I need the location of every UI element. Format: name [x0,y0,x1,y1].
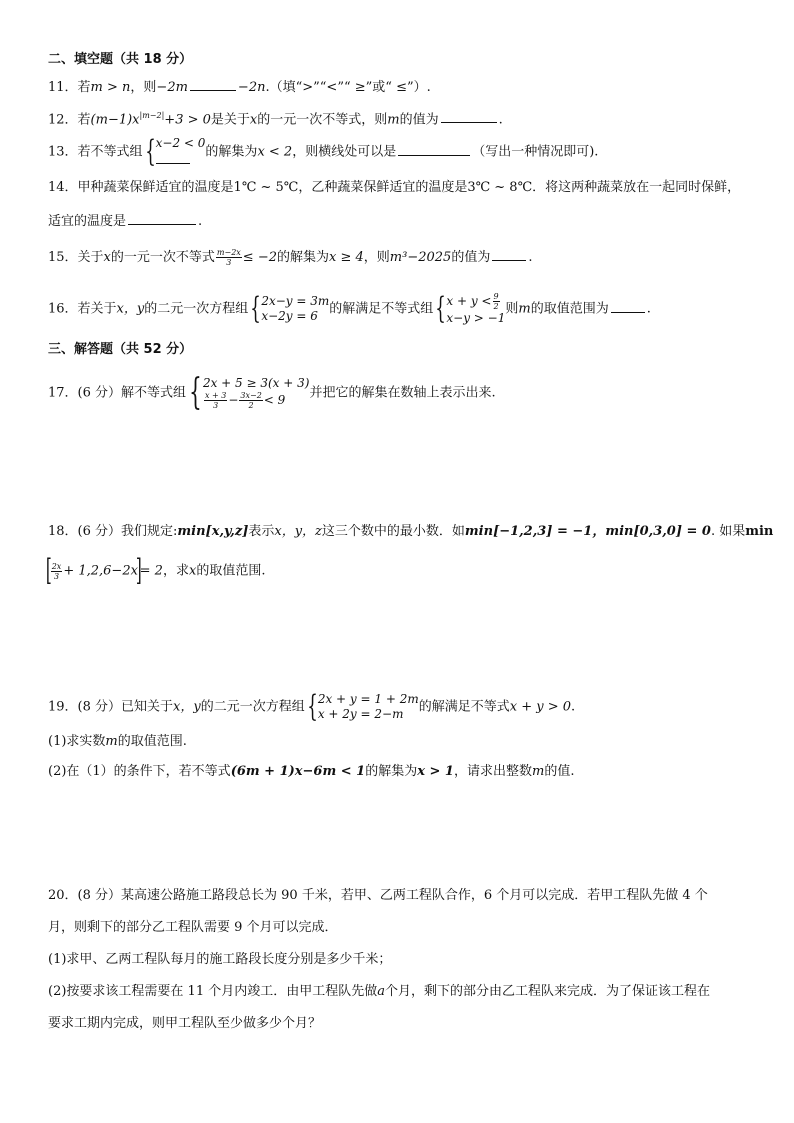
q19-ineq: x + y > 0 [509,699,571,715]
q19-p2-ineq: (6m + 1)x−6m < 1 [230,764,366,779]
q15-mid2: 的解集为 [277,250,330,265]
q20-p2-var: a [377,984,385,999]
q18-vars: x，y，z [274,524,322,539]
q14-line2-prefix: 适宜的温度是 [48,214,127,229]
q11-cond: m > n [90,80,131,95]
q13-end: （写出一种情况即可). [472,144,599,160]
q15-sol: x ≥ 4 [329,250,364,265]
q15-den: 3 [226,258,232,267]
q16-system [261,294,329,324]
q16-eq1: 2x−y = 3m [261,294,330,308]
q13-mid: 的解集为 [205,144,258,160]
q15-prefix: 15．关于 [48,250,104,265]
q16-eq2: x−2y = 6 [261,309,318,323]
q12-var2: m [387,112,400,128]
q19-prefix: 19．(8 分）已知关于 [48,699,174,715]
question-19-part2 [48,762,574,782]
q12-end: . [498,112,503,128]
q19-p2-end: 的值. [544,764,575,779]
q11-rhs: −2n [237,80,266,95]
q19-p2-sol: x > 1 [417,764,454,779]
left-bracket: [ [45,553,52,588]
q13-sol: x < 2 [257,144,293,160]
q17-ineq2 [203,391,310,410]
q18-example: min[−1,2,3] = −1，min[0,3,0] = 0 [464,524,711,539]
question-17 [48,372,496,413]
q12-var: x [249,112,258,128]
section-title-answer: 三、解答题（共 52 分） [48,342,193,357]
q12-prefix: 12．若 [48,112,91,128]
left-brace: { [144,134,156,169]
question-18-line1 [48,522,773,542]
q19-system [318,692,419,722]
q19-p2-var: m [532,764,545,779]
question-14-line2 [48,210,202,232]
question-20-part1: (1)求甲、乙两工程队每月的施工路段长度分别是多少千米； [48,952,392,967]
q15-ineq: ≤ −2 [242,250,277,265]
q13-row1: x−2 < 0 [155,136,206,150]
q16-ineq1 [446,292,505,311]
q16-suffix: 则 [505,301,519,317]
q17-f1-num: x + 3 [204,391,227,400]
q16-ineq1-frac [493,292,500,311]
q16-ineq1-lhs: x + y < [446,294,492,308]
q12-mid: 是关于 [210,112,250,128]
q13-system [156,136,206,168]
q15-end: . [528,250,533,265]
q19-mid: 的二元一次方程组 [200,699,305,715]
q16-suffix2: 的取值范围为 [530,301,609,317]
q15-mid3: ，则 [363,250,390,265]
q18-frac-den: 3 [53,571,60,581]
right-bracket: ] [135,553,142,588]
q12-suffix: 的值为 [399,112,439,128]
q17-prefix: 17．(6 分）解不等式组 [48,385,187,401]
q18-line2-mid: ，求 [162,563,189,579]
section-title-fill-blank: 二、填空题（共 18 分） [48,52,193,67]
q19-p1-end: 的取值范围. [117,734,187,749]
question-12 [48,106,503,130]
q12-answer-blank[interactable] [441,108,497,123]
question-15 [48,246,532,268]
q18-line1-end: min [745,524,774,539]
q15-answer-blank[interactable] [492,246,526,261]
q19-eq1: 2x + y = 1 + 2m [317,692,419,706]
q17-suffix: 并把它的解集在数轴上表示出来. [309,385,496,401]
q11-prefix: 11．若 [48,80,91,95]
q16-ineq-system [446,292,505,326]
question-14-line1: 14．甲种蔬菜保鲜适宜的温度是1℃ ~ 5℃，乙种蔬菜保鲜适宜的温度是3℃ ~ 8℃．将这两种蔬菜放在一起同时保鲜， [48,180,741,195]
question-13 [48,136,598,168]
q18-def: min[x,y,z] [177,524,249,539]
q18-frac-num: 2x [51,561,62,571]
q17-f2-num: 3x−2 [240,391,262,400]
q20-p2-prefix: (2)按要求该工程需要在 11 个月内竣工．由甲工程队先做 [48,984,378,999]
q18-line2-end: 的取值范围. [196,563,266,579]
q14-end: . [198,214,203,229]
q18-prefix: 18．(6 分）我们规定: [48,524,178,539]
q18-line2-eq: = 2 [139,563,163,579]
q19-p1-var: m [105,734,118,749]
left-brace: { [189,372,202,413]
q11-mid: ，则 [130,80,157,95]
q17-ineq2-rest: < 9 [263,393,286,407]
question-20-part2-line1 [48,982,710,1002]
left-brace: { [435,291,447,326]
q19-p1-prefix: (1)求实数 [48,734,106,749]
q16-ineq1-den: 2 [493,302,499,311]
question-20-line2: 月，则剩下的部分乙工程队需要 9 个月可以完成． [48,920,338,935]
q17-ineq1: 2x + 5 ≥ 3(x + 3) [202,376,310,390]
q19-vars: x，y [173,699,201,715]
q13-prefix: 13．若不等式组 [48,144,143,160]
question-18-line2 [45,553,266,588]
q16-ineq1-num: 9 [493,292,499,301]
q19-p2-prefix: (2)在（1）的条件下，若不等式 [48,764,231,779]
q17-system [203,376,310,410]
q15-fraction [216,248,242,267]
question-20-part2-line2: 要求工期内完成，则甲工程队至少做多少个月？ [48,1016,322,1031]
question-20-line1: 20．(8 分）某高速公路施工路段总长为 90 千米，若甲、乙两工程队合作，6 个月可以完成．若甲工程队先做 4 个 [48,888,708,903]
left-brace: { [307,689,318,724]
question-19 [48,689,576,724]
q11-lhs: −2m [156,80,188,95]
q17-f1-den: 3 [213,401,219,410]
q19-p2-mid: 的解集为 [365,764,418,779]
q19-end: . [571,699,576,715]
left-brace: { [250,291,262,326]
q15-mid: 的一元一次不等式 [110,250,215,265]
q15-var: x [103,250,111,265]
q15-num: m−2x [216,248,241,257]
q15-suffix: 的值为 [451,250,491,265]
q13-row2-blank[interactable] [156,151,190,164]
q16-vars: x，y [116,301,145,317]
q18-mid2: 这三个数中的最小数．如 [321,524,465,539]
q12-expr-base: (m−1)x [90,112,140,128]
q11-suffix: .（填“>”“<”“ ≥”或“ ≤”）. [265,80,431,95]
q12-expr-rest: +3 > 0 [164,112,211,128]
q17-f2-den: 2 [248,401,254,410]
q16-var: m [518,301,531,317]
q14-answer-blank[interactable] [128,210,196,225]
q16-mid: 的二元一次方程组 [144,301,249,317]
question-16 [48,292,651,326]
q13-answer-blank[interactable] [398,141,470,156]
q20-p2-suffix: 个月，剩下的部分由乙工程队来完成．为了保证该工程在 [385,984,711,999]
q18-mid3: . 如果 [710,524,746,539]
question-11 [48,76,431,98]
q17-frac2 [239,391,262,410]
q18-var: x [188,563,197,579]
q12-mid2: 的一元一次不等式，则 [257,112,388,128]
q19-p2-mid2: ，请求出整数 [453,764,532,779]
q13-row2 [156,151,206,168]
q16-end: . [646,301,651,317]
q18-frac [51,562,63,581]
q16-prefix: 16．若关于 [48,301,117,317]
q18-line2-expr: + 1,2,6−2x [63,563,138,579]
q16-mid2: 的解满足不等式组 [329,301,434,317]
q13-suffix: ，则横线处可以是 [292,144,397,160]
q16-answer-blank[interactable] [611,298,645,313]
q12-expr-exp: |m−2| [139,111,165,120]
q17-frac1 [204,391,227,410]
question-19-part1 [48,732,187,752]
q16-ineq2: x−y > −1 [446,311,506,325]
q19-mid2: 的解满足不等式 [418,699,510,715]
q11-answer-blank[interactable] [190,76,236,91]
q15-expr: m³−2025 [389,250,452,265]
q19-eq2: x + 2y = 2−m [317,707,404,721]
q18-mid: 表示 [248,524,275,539]
q17-minus: − [228,393,239,407]
